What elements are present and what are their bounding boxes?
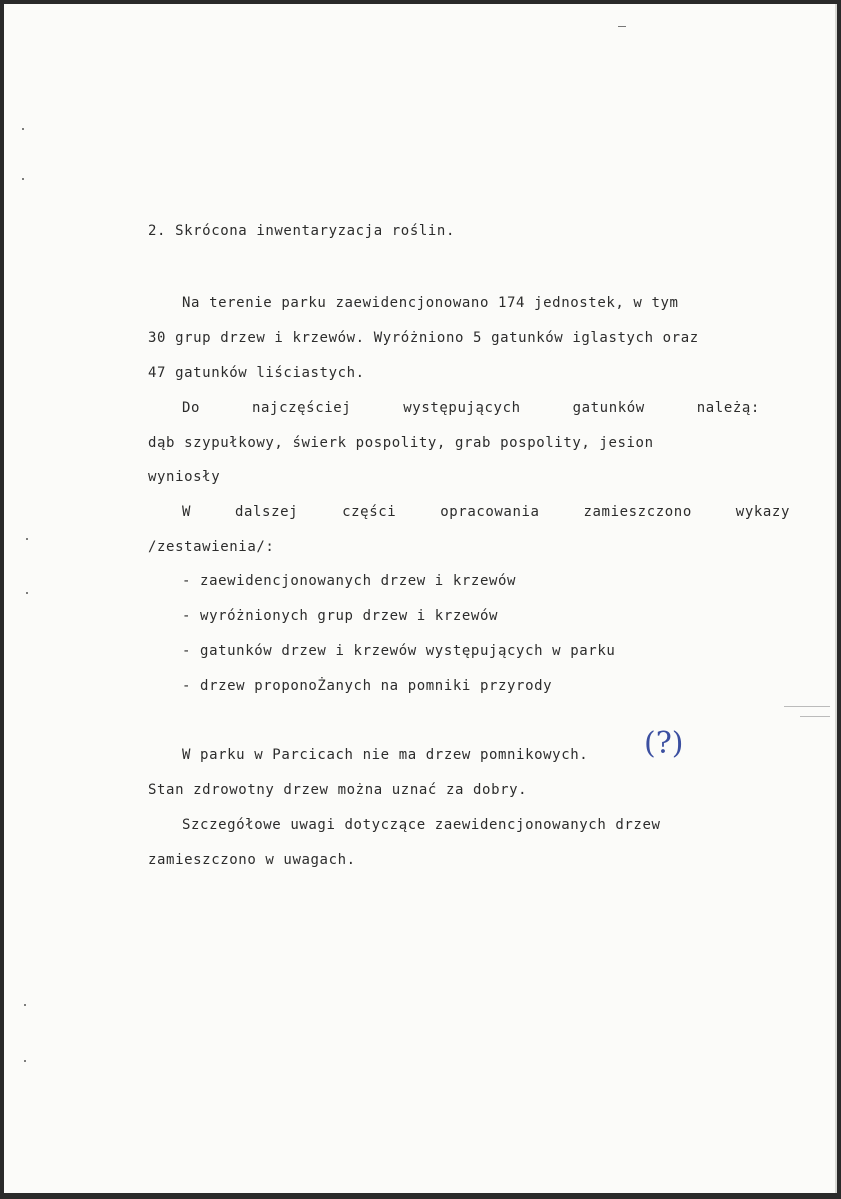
scan-mark bbox=[22, 128, 24, 130]
word: należą: bbox=[696, 400, 760, 416]
scan-mark bbox=[618, 26, 626, 27]
paragraph-6-line-1: Szczegółowe uwagi dotyczące zaewidencjonowanych drzew bbox=[182, 817, 661, 833]
paragraph-1-line-2: 30 grup drzew i krzewów. Wyróżniono 5 gatunków iglastych oraz bbox=[148, 330, 699, 346]
scan-mark bbox=[784, 706, 830, 707]
paragraph-3-line-1 bbox=[182, 503, 790, 521]
paragraph-2-line-2: dąb szypułkowy, świerk pospolity, grab pospolity, jesion bbox=[148, 435, 654, 451]
word: W bbox=[182, 504, 192, 520]
paragraph-2-line-3: wyniosły bbox=[148, 469, 221, 485]
scan-mark bbox=[24, 1060, 26, 1062]
scan-mark bbox=[800, 716, 830, 717]
section-heading: 2. Skrócona inwentaryzacja roślin. bbox=[148, 223, 455, 239]
word: występujących bbox=[403, 400, 521, 416]
word: wykazy bbox=[735, 504, 790, 520]
word: części bbox=[342, 504, 397, 520]
scan-mark bbox=[24, 1004, 26, 1006]
paragraph-2-line-1 bbox=[182, 399, 760, 417]
scan-mark bbox=[26, 538, 28, 540]
paragraph-1-line-1: Na terenie parku zaewidencjonowano 174 jednostek, w tym bbox=[182, 295, 679, 311]
paragraph-3-line-2: /zestawienia/: bbox=[148, 539, 275, 555]
list-item: - gatunków drzew i krzewów występujących w parku bbox=[182, 643, 616, 659]
paragraph-4: W parku w Parcicach nie ma drzew pomnikowych. bbox=[182, 747, 589, 763]
word: zamieszczono bbox=[583, 504, 692, 520]
word: Do bbox=[182, 400, 201, 416]
paragraph-5: Stan zdrowotny drzew można uznać za dobry. bbox=[148, 782, 528, 798]
list-item: - drzew proponoŻanych na pomniki przyrody bbox=[182, 678, 553, 694]
word: gatunków bbox=[572, 400, 645, 416]
paragraph-6-line-2: zamieszczono w uwagach. bbox=[148, 852, 356, 868]
word: najczęściej bbox=[252, 400, 352, 416]
word: dalszej bbox=[234, 504, 299, 520]
list-item: - zaewidencjonowanych drzew i krzewów bbox=[182, 573, 517, 589]
word: opracowania bbox=[440, 504, 540, 520]
list-item: - wyróżnionych grup drzew i krzewów bbox=[182, 608, 499, 624]
paragraph-1-line-3: 47 gatunków liściastych. bbox=[148, 365, 365, 381]
scan-mark bbox=[22, 178, 24, 180]
scan-mark bbox=[26, 592, 28, 594]
document-page bbox=[4, 4, 837, 1193]
handwritten-question-note: (?) bbox=[644, 726, 684, 761]
